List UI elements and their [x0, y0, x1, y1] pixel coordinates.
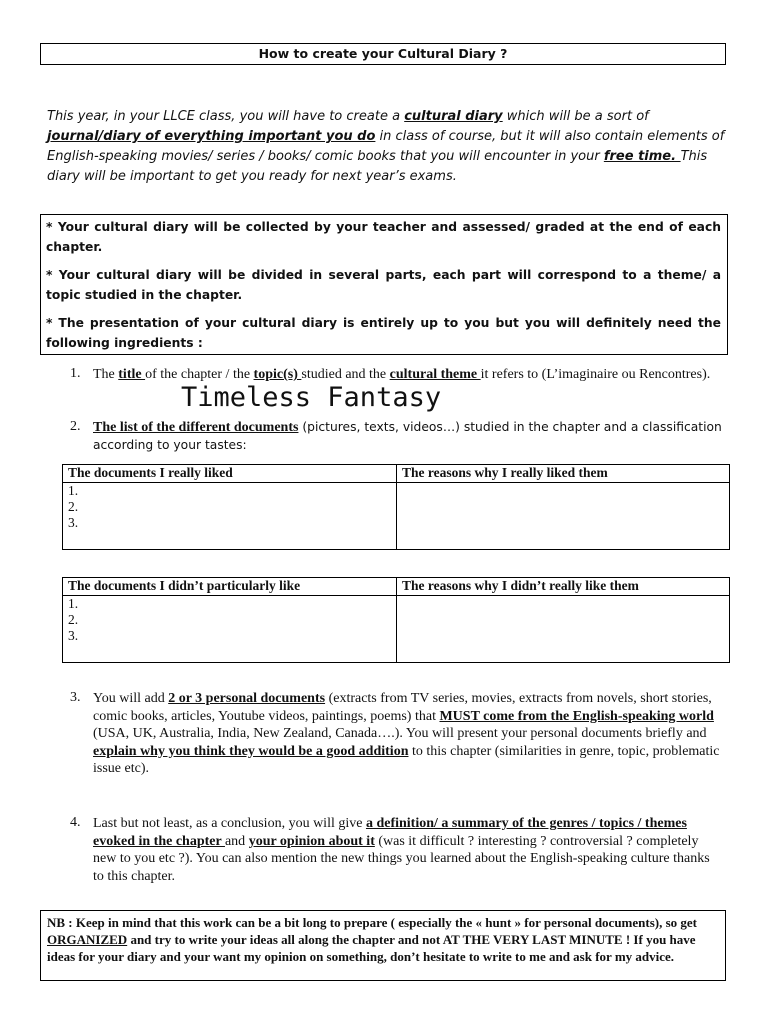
liked-line-2: 2.: [68, 499, 79, 514]
intro-cultural-diary: cultural diary: [404, 109, 503, 124]
item-1-cultural-theme: cultural theme: [389, 367, 481, 382]
item-2-t1: (pictures, texts, videos…) studied in the chapter and a classification according to your tastes:: [93, 420, 722, 452]
item-2-text: [93, 419, 743, 454]
nb-t2: and try to write your ideas all along the chapter and not AT THE VERY LAST MINUTE ! If you have ideas for your diary and your want my opinion on something, don’t hesitate to write to me and ask for my advice.: [47, 932, 696, 964]
nb-t1: NB : Keep in mind that this work can be a bit long to prepare ( especially the « hunt » for personal documents), so get: [47, 915, 698, 930]
intro-text-4: This diary will be important to get you ready for next year’s exams.: [47, 149, 708, 184]
table-disliked-documents: [62, 577, 730, 663]
item-3-number: 3.: [70, 690, 81, 705]
item-4-number: 4.: [70, 815, 81, 830]
liked-reasons-cell[interactable]: [397, 483, 730, 550]
item-1-title: title: [118, 367, 146, 382]
item-1-t3: studied and the: [301, 367, 390, 382]
item-3-t1: You will add: [93, 691, 169, 706]
item-3-explain: explain why you think they would be a good addition: [93, 743, 409, 759]
item-1-topics: topic(s): [253, 367, 302, 382]
liked-header-documents: The documents I really liked: [63, 465, 397, 483]
instructions-box: [40, 214, 728, 355]
disliked-line-2: 2.: [68, 612, 79, 627]
intro-free-time: free time.: [603, 149, 681, 164]
item-1-t1: The: [93, 367, 119, 382]
intro-text-3: in class of course, but it will also contain elements of English-speaking movies/ series / books/ comic books that you will encounter in your: [47, 129, 725, 164]
item-1-number: 1.: [70, 366, 81, 381]
item-3-t2: (extracts from TV series, movies, extracts from novels, short stories, comic books, articles, Youtube videos, paintings, poems) that: [93, 691, 712, 724]
disliked-header-documents: The documents I didn’t particularly like: [63, 578, 397, 596]
item-2-list-title: The list of the different documents: [93, 420, 299, 435]
item-4-opinion: your opinion about it: [248, 833, 375, 849]
item-3-t3: (USA, UK, Australia, India, New Zealand, Canada….). You will present your personal documents briefly and: [93, 726, 707, 741]
disliked-line-1: 1.: [68, 596, 79, 611]
intro-paragraph: [47, 107, 727, 187]
item-3-must-come: MUST come from the English-speaking world: [439, 708, 714, 724]
instruction-presentation: * The presentation of your cultural diary is entirely up to you but you will definitely need the following ingredients :: [46, 316, 721, 350]
answer-timeless-fantasy: Timeless Fantasy: [181, 382, 442, 413]
intro-text-1: This year, in your LLCE class, you will have to create a: [47, 109, 405, 124]
item-4-t2: and: [224, 833, 249, 849]
item-1-t4: it refers to (L’imaginaire ou Rencontres).: [480, 367, 711, 382]
item-4-t1: Last but not least, as a conclusion, you will give: [93, 816, 366, 831]
liked-line-3: 3.: [68, 515, 79, 530]
item-4-definition: a definition/ a summary of the genres / topics / themes evoked in the chapter: [93, 816, 687, 849]
nb-box: [40, 910, 726, 981]
item-3-t4: to this chapter (similarities in genre, topic, problematic issue etc).: [93, 743, 720, 776]
liked-documents-cell[interactable]: [63, 483, 397, 550]
intro-text-2: which will be a sort of: [502, 109, 649, 124]
disliked-documents-cell[interactable]: [63, 596, 397, 663]
table-liked-documents: [62, 464, 730, 550]
disliked-line-3: 3.: [68, 628, 79, 643]
item-4-text: [93, 815, 723, 885]
disliked-header-reasons: The reasons why I didn’t really like them: [397, 578, 730, 596]
instruction-collected: * Your cultural diary will be collected by your teacher and assessed/ graded at the end of each chapter.: [46, 220, 721, 254]
item-3-personal-docs: 2 or 3 personal documents: [168, 691, 326, 706]
item-3-text: [93, 690, 723, 778]
liked-header-reasons: The reasons why I really liked them: [397, 465, 730, 483]
liked-line-1: 1.: [68, 483, 79, 498]
instruction-divided: * Your cultural diary will be divided in several parts, each part will correspond to a theme/ a topic studied in the chapter.: [46, 268, 721, 302]
item-1-t2: of the chapter / the: [145, 367, 254, 382]
intro-journal: journal/diary of everything important you do: [47, 129, 376, 144]
item-2-number: 2.: [70, 419, 81, 434]
nb-organized: ORGANIZED: [47, 932, 128, 947]
item-4-t3: (was it difficult ? interesting ? controversial ? completely new to you etc ?). You can also mention the new things you learned about the English-speaking culture thanks to this chapter.: [93, 833, 710, 884]
disliked-reasons-cell[interactable]: [397, 596, 730, 663]
page-title: How to create your Cultural Diary ?: [40, 43, 726, 65]
